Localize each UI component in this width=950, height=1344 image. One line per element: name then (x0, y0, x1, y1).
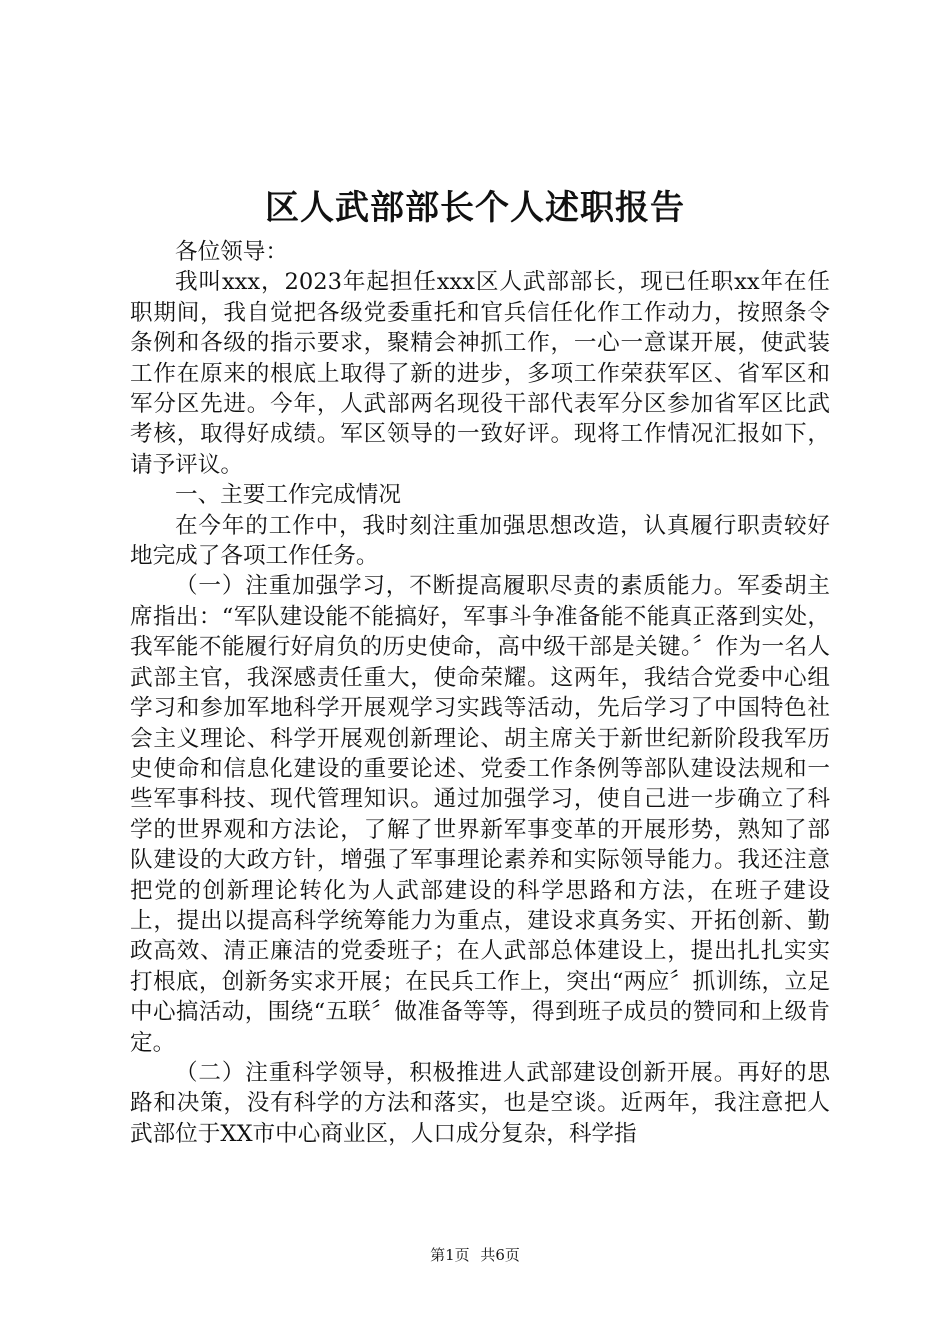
subsection-paragraph: （一）注重加强学习，不断提高履职尽责的素质能力。军委胡主席指出：“军队建设能不能搞好，军事斗争准备能不能真正落到实处，我军能不能履行好肩负的历史使命，高中级干部是关键。〞作为一名人武部主官，我深感责任重大，使命荣耀。这两年，我结合党委中心组学习和参加军地科学开展观学习实践等活动，先后学习了中国特色社会主义理论、科学开展观创新理论、胡主席关于新世纪新阶段我军历史使命和信息化建设的重要论述、党委工作条例等部队建设法规和一些军事科技、现代管理知识。通过加强学习，使自己进一步确立了科学的世界观和方法论，了解了世界新军事变革的开展形势，熟知了部队建设的大政方针，增强了军事理论素养和实际领导能力。我还注意把党的创新理论转化为人武部建设的科学思路和方法，在班子建设上，提出以提高科学统筹能力为重点，建设求真务实、开拓创新、勤政高效、清正廉洁的党委班子；在人武部总体建设上，提出扎扎实实打根底，创新务实求开展；在民兵工作上，突出“两应〞抓训练，立足中心搞活动，围绕“五联〞做准备等等，得到班子成员的赞同和上级肯定。 (130, 573, 830, 1056)
intro-paragraph: 我叫xxx，2023年起担任xxx区人武部部长，现已任职xx年在任职期间，我自觉把各级党委重托和官兵信任化作工作动力，按照条令条例和各级的指示要求，聚精会神抓工作，一心一意谋开展，使武装工作在原来的根底上取得了新的进步，多项工作荣获军区、省军区和军分区先进。今年，人武部两名现役干部代表军分区参加省军区比武考核，取得好成绩。军区领导的一致好评。现将工作情况汇报如下，请予评议。 (130, 269, 830, 478)
section-heading: 一、主要工作完成情况 (175, 482, 401, 509)
body-paragraph: 在今年的工作中，我时刻注重加强思想改造，认真履行职责较好地完成了各项工作任务。 (130, 512, 830, 570)
page-number: 第1页 (430, 1246, 470, 1264)
salutation: 各位领导： (175, 239, 288, 265)
subsection-paragraph: （二）注重科学领导，积极推进人武部建设创新开展。再好的思路和决策，没有科学的方法和落实，也是空谈。近两年，我注意把人武部位于XX市中心商业区，人口成分复杂，科学指 (130, 1059, 830, 1147)
document-title: 区人武部部长个人述职报告 (265, 188, 685, 228)
page-total: 共6页 (480, 1246, 520, 1264)
page-footer (0, 1244, 950, 1266)
document-body (130, 237, 830, 1149)
